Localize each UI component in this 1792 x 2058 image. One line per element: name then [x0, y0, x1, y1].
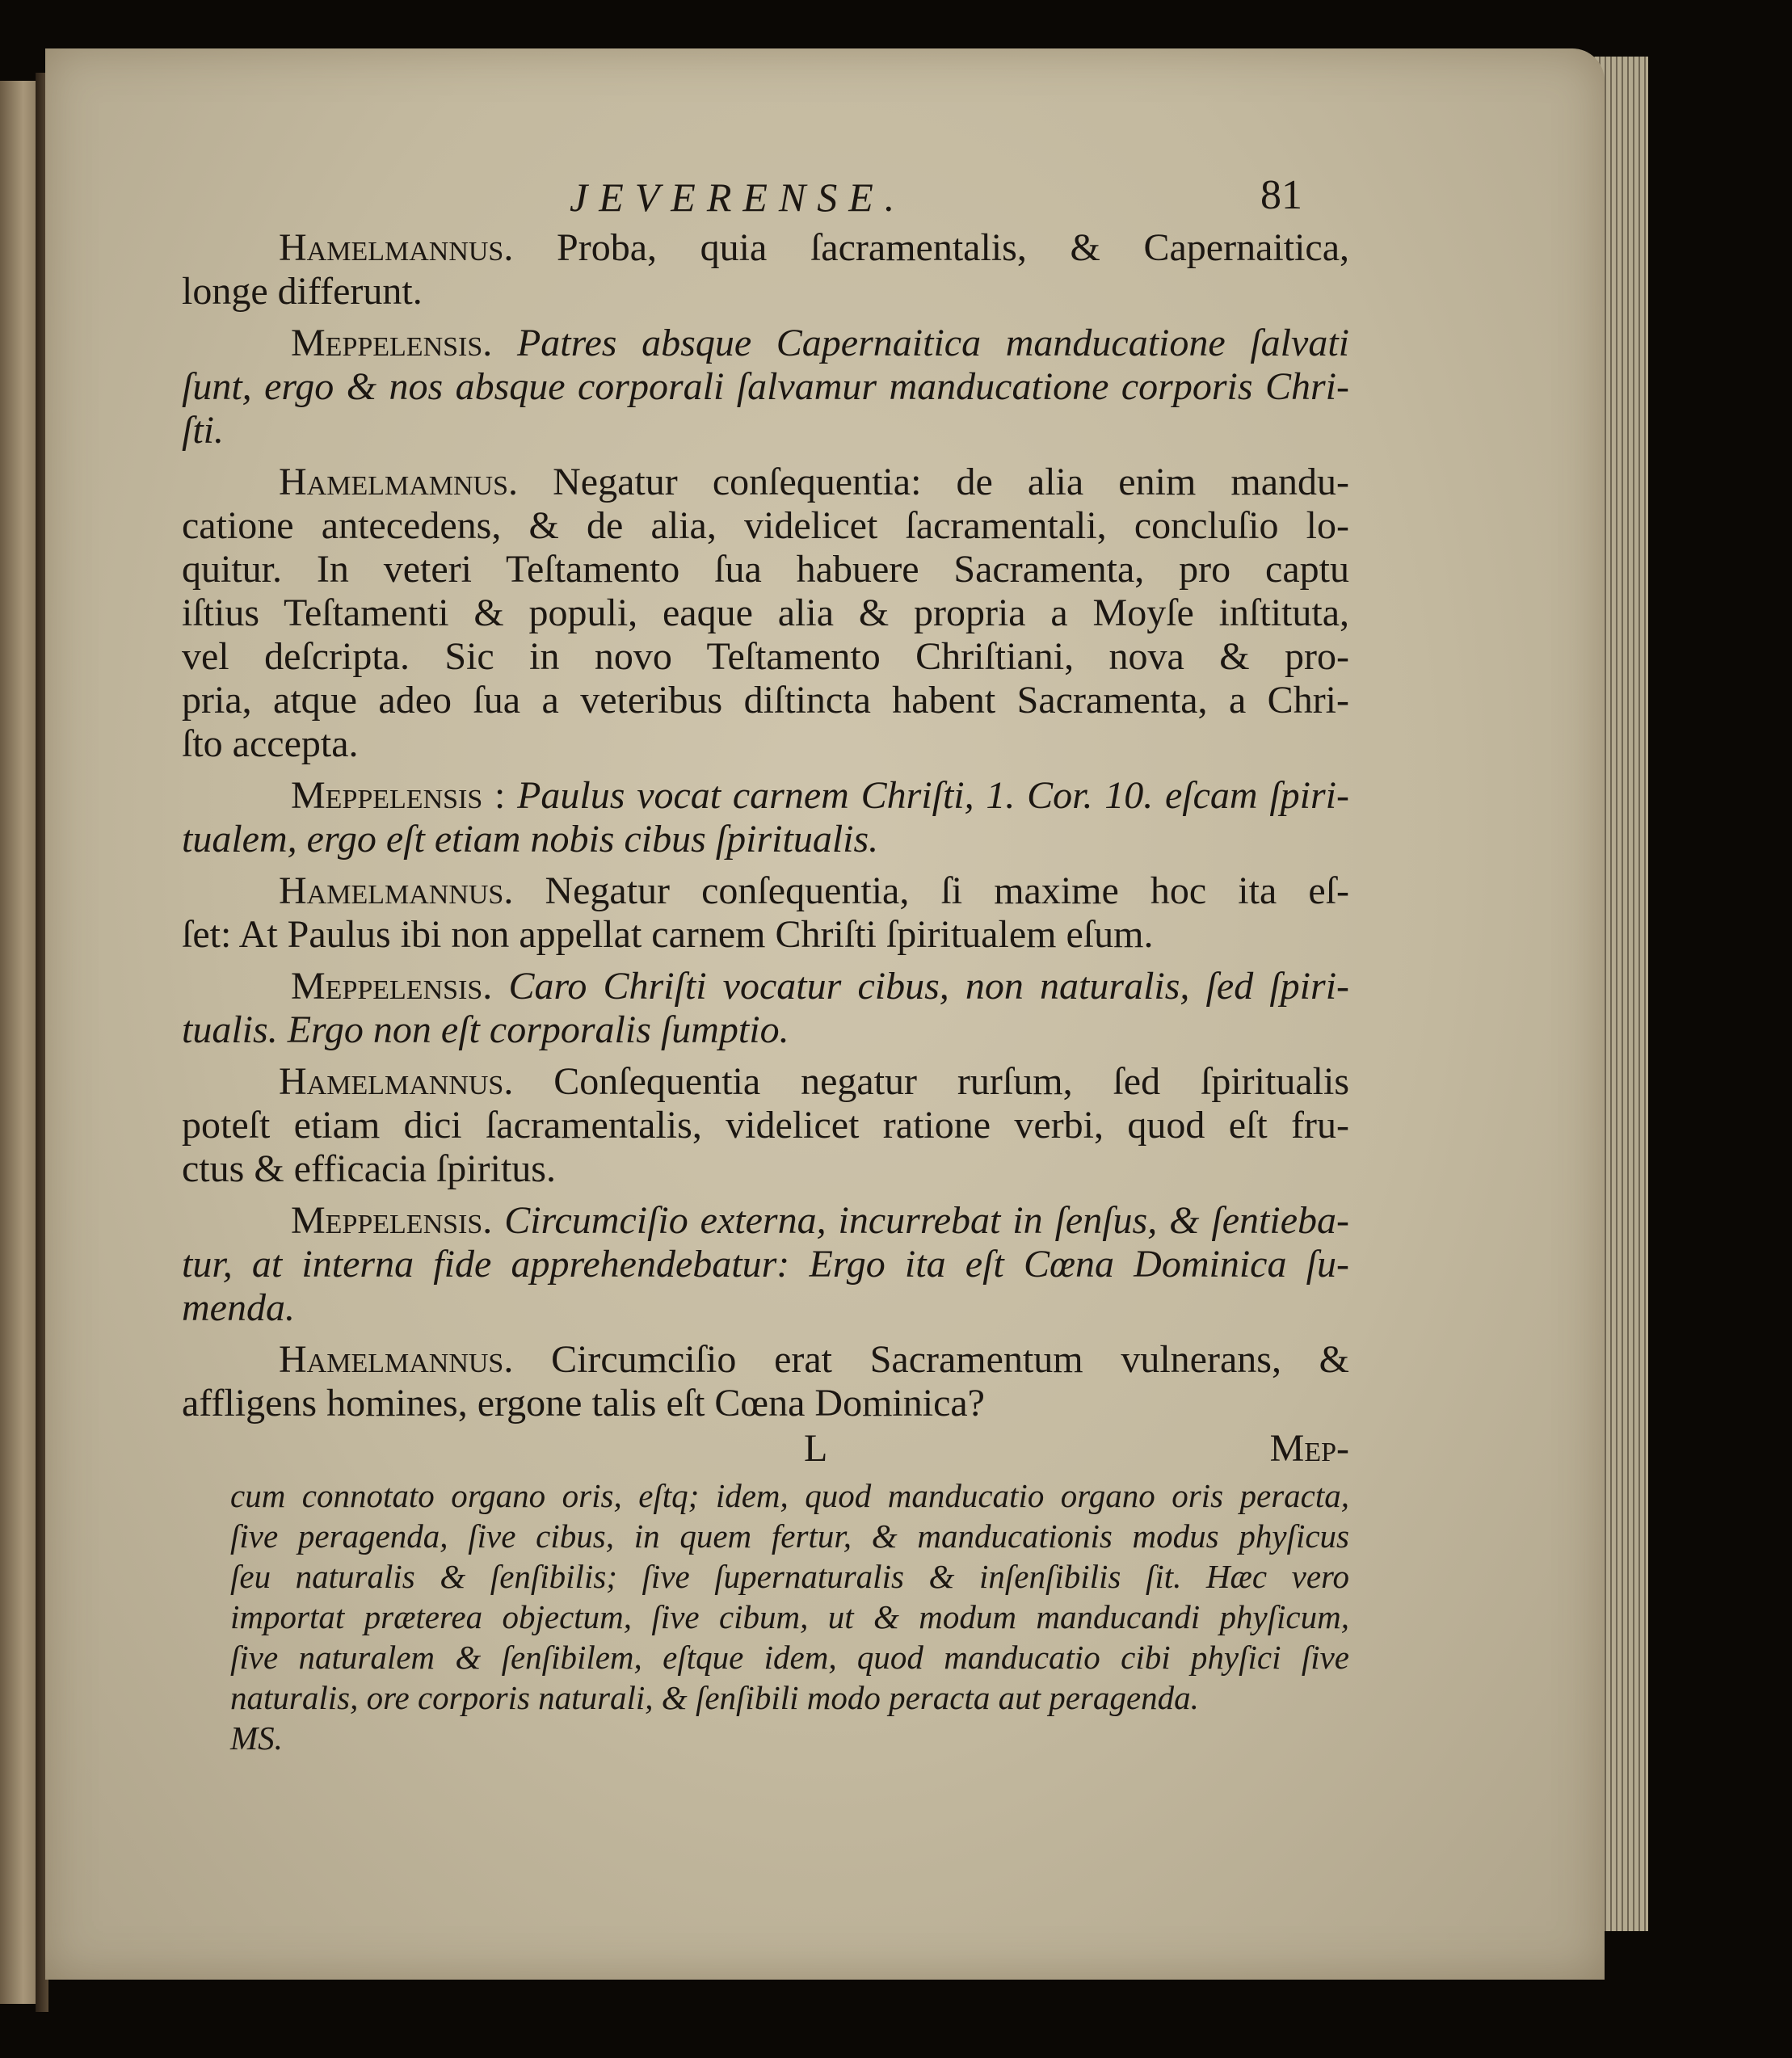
page-number: 81 — [1260, 172, 1302, 218]
line-text: longe differunt. — [182, 270, 423, 313]
speaker-name: Meppelensis. — [291, 965, 493, 1008]
dialogue-paragraph — [182, 965, 1349, 1052]
footnote-line: ſeu naturalis & ſenſibilis; ſive ſupernaturalis & inſenſibilis ſit. Hæc vero — [230, 1558, 1349, 1595]
text-line — [182, 461, 1349, 504]
footnote-line: importat præterea objectum, ſive cibum, ut & modum manducandi phyſicum, — [230, 1598, 1349, 1635]
text-line — [182, 1243, 1349, 1286]
speaker-name: Hamelmannus. — [279, 869, 514, 912]
signature-catchword-row — [182, 1427, 1349, 1471]
text-line — [182, 1286, 1349, 1330]
text-line — [182, 774, 1349, 818]
left-page-edge — [0, 81, 39, 2004]
text-line — [182, 322, 1349, 365]
speaker-name: Hamelmannus. — [279, 226, 514, 269]
text-line — [182, 635, 1349, 679]
line-text: ctus & efficacia ſpiritus. — [182, 1147, 556, 1190]
line-text: quitur. In veteri Teſtamento ſua habuere Sacramenta, pro captu — [182, 548, 1349, 591]
line-text: Circumciſio erat Sacramentum vulnerans, & — [551, 1338, 1349, 1381]
dialogue-paragraph — [182, 461, 1349, 766]
text-line — [182, 1338, 1349, 1382]
text-line — [182, 504, 1349, 548]
text-line — [182, 409, 1349, 452]
signature-mark: L — [804, 1427, 828, 1470]
text-line — [182, 818, 1349, 861]
running-head: JEVERENSE. — [570, 175, 907, 220]
line-text: Conſequentia negatur rurſum, ſed ſpiritualis — [553, 1060, 1349, 1103]
footnote-line: naturalis, ore corporis naturali, & ſenſibili modo peracta aut peragenda. — [230, 1679, 1199, 1716]
speaker-name: Hamelmamnus. — [279, 461, 519, 503]
text-line — [182, 722, 1349, 766]
line-text: Negatur conſequentia: de alia enim mandu- — [553, 461, 1350, 503]
line-text: ſti. — [182, 409, 225, 452]
speaker-name: Hamelmannus. — [279, 1338, 514, 1381]
line-text: vel deſcripta. Sic in novo Teſtamento Chriſtiani, nova & pro- — [182, 635, 1349, 678]
line-text: Proba, quia ſacramentalis, & Capernaitica, — [557, 226, 1350, 269]
text-line — [182, 1060, 1349, 1104]
line-text: pria, atque adeo ſua a veteribus diſtincta habent Sacramenta, a Chri- — [182, 679, 1349, 722]
line-text: ſunt, ergo & nos absque corporali ſalvamur manducatione corporis Chri- — [182, 365, 1349, 408]
text-line — [182, 679, 1349, 722]
line-text: ſet: At Paulus ibi non appellat carnem Chriſti ſpiritualem eſum. — [182, 913, 1154, 956]
footnote — [182, 1475, 1349, 1758]
line-text: menda. — [182, 1286, 295, 1329]
text-line — [182, 913, 1349, 957]
line-text: catione antecedens, & de alia, videlicet ſacramentali, concluſio lo- — [182, 504, 1349, 547]
dialogue-paragraph — [182, 322, 1349, 452]
line-text: Negatur conſequentia, ſi maxime hoc ita eſ- — [545, 869, 1350, 912]
text-line — [182, 869, 1349, 913]
line-text: affligens homines, ergone talis eſt Cœna Dominica? — [182, 1382, 985, 1425]
footnote-line: MS. — [230, 1719, 283, 1757]
text-line — [182, 365, 1349, 409]
line-text: Paulus vocat carnem Chriſti, 1. Cor. 10. eſcam ſpiri- — [517, 774, 1350, 817]
dialogue-body — [182, 226, 1349, 1425]
text-line — [182, 226, 1349, 270]
page-text — [182, 218, 1349, 1758]
text-line — [182, 1199, 1349, 1243]
speaker-name: Meppelensis. — [291, 1199, 493, 1242]
catchword: Mep- — [1269, 1427, 1349, 1470]
dialogue-paragraph — [182, 1338, 1349, 1425]
dialogue-paragraph — [182, 226, 1349, 314]
line-text: poteſt etiam dici ſacramentalis, videlicet ratione verbi, quod eſt fru- — [182, 1104, 1349, 1147]
dialogue-paragraph — [182, 1199, 1349, 1330]
dialogue-paragraph — [182, 869, 1349, 957]
line-text: ſto accepta. — [182, 722, 359, 765]
dialogue-paragraph — [182, 1060, 1349, 1191]
text-line — [182, 1008, 1349, 1052]
text-line — [182, 270, 1349, 314]
line-text: Patres absque Capernaitica manducatione ſalvati — [516, 322, 1349, 364]
line-text: tualem, ergo eſt etiam nobis cibus ſpiritualis. — [182, 818, 879, 861]
line-text: Circumciſio externa, incurrebat in ſenſus, & ſentieba- — [504, 1199, 1350, 1242]
speaker-name: Meppelensis. — [291, 322, 493, 364]
speaker-name: Hamelmannus. — [279, 1060, 514, 1103]
line-text: iſtius Teſtamenti & populi, eaque alia & propria a Moyſe inſtituta, — [182, 591, 1349, 634]
speaker-name: Meppelensis : — [291, 774, 506, 817]
footnote-line: ſive peragenda, ſive cibus, in quem fertur, & manducationis modus phyſicus — [230, 1517, 1349, 1555]
dialogue-paragraph — [182, 774, 1349, 861]
text-line — [182, 1382, 1349, 1425]
footnote-line: ſive naturalem & ſenſibilem, eſtque idem, quod manducatio cibi phyſici ſive — [230, 1639, 1349, 1676]
text-line — [182, 591, 1349, 635]
line-text: tualis. Ergo non eſt corporalis ſumptio. — [182, 1008, 789, 1051]
text-line — [182, 1104, 1349, 1147]
footnote-line: cum connotato organo oris, eſtq; idem, quod manducatio organo oris peracta, — [230, 1477, 1349, 1514]
text-line — [182, 965, 1349, 1008]
line-text: tur, at interna fide apprehendebatur: Ergo ita eſt Cœna Dominica ſu- — [182, 1243, 1349, 1286]
line-text: Caro Chriſti vocatur cibus, non naturalis, ſed ſpiri- — [508, 965, 1350, 1008]
text-line — [182, 1147, 1349, 1191]
text-line — [182, 548, 1349, 591]
